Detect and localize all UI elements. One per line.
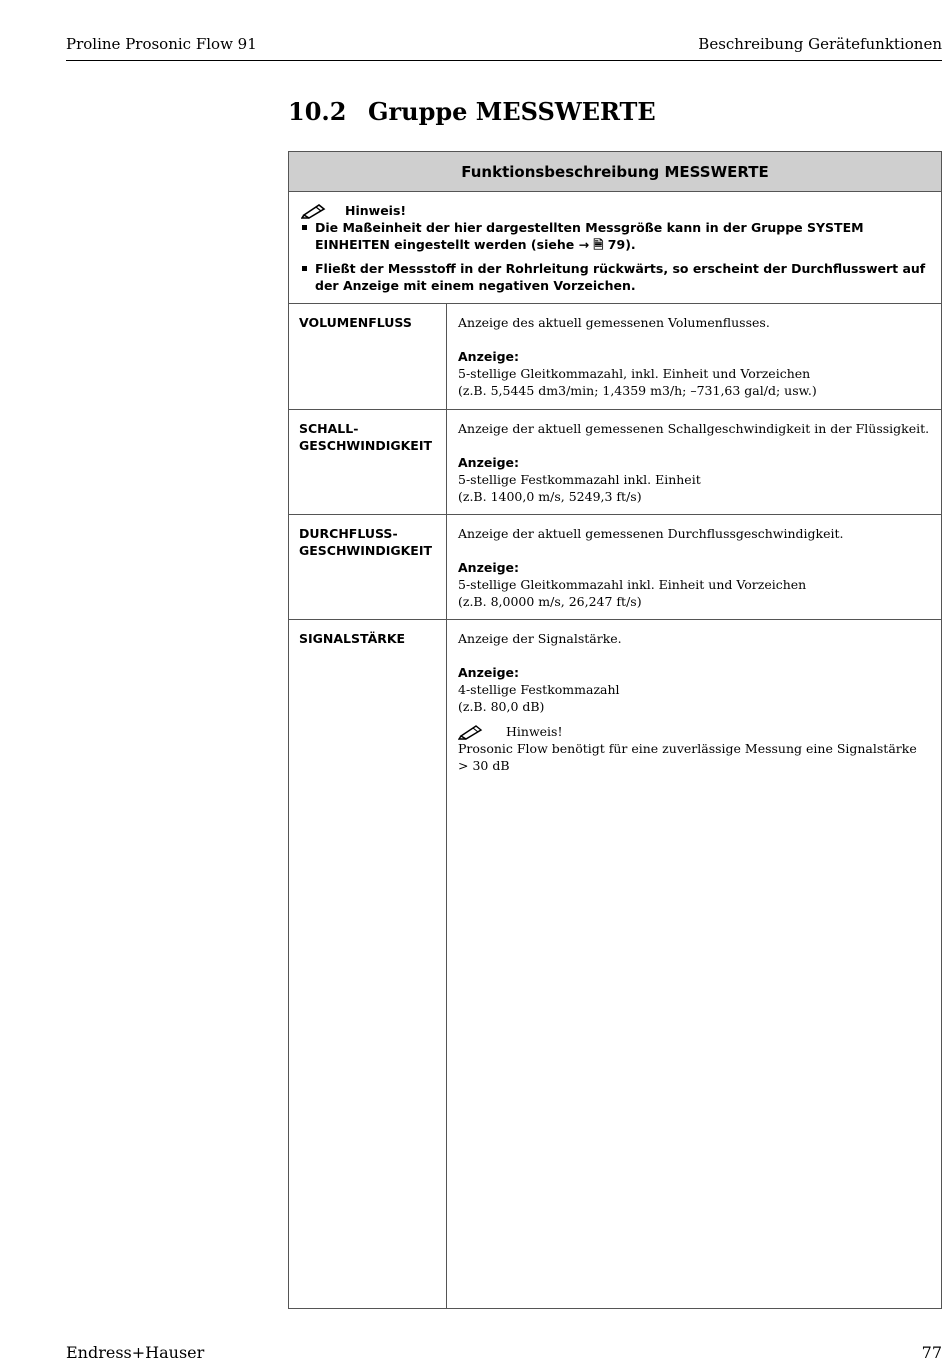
header-chapter-title: Beschreibung Gerätefunktionen xyxy=(698,35,942,53)
display-example: (z.B. 8,0000 m/s, 26,247 ft/s) xyxy=(458,594,642,609)
description-text: Anzeige des aktuell gemessenen Volumenflusses. xyxy=(458,315,770,330)
display-format: 5-stellige Festkommazahl inkl. Einheit xyxy=(458,472,701,487)
display-label: Anzeige: xyxy=(458,455,520,470)
note-label: Hinweis! xyxy=(345,203,407,218)
note-bullets xyxy=(301,219,929,294)
function-name: VOLUMENFLUSS xyxy=(289,304,447,409)
function-table xyxy=(288,151,942,1309)
inline-note-text: Prosonic Flow benötigt für eine zuverlässige Messung eine Signalstärke > 30 dB xyxy=(458,741,917,773)
function-description xyxy=(447,304,941,409)
table-title: Funktionsbeschreibung MESSWERTE xyxy=(289,152,941,192)
display-format: 4-stellige Festkommazahl xyxy=(458,682,620,697)
note-box xyxy=(289,192,941,304)
display-label: Anzeige: xyxy=(458,560,520,575)
header-rule xyxy=(66,60,942,61)
function-description xyxy=(447,515,941,619)
description-text: Anzeige der aktuell gemessenen Schallgeschwindigkeit in der Flüssigkeit. xyxy=(458,421,930,436)
header-product-name: Proline Prosonic Flow 91 xyxy=(66,35,257,53)
display-example: (z.B. 1400,0 m/s, 5249,3 ft/s) xyxy=(458,489,642,504)
page-number: 77 xyxy=(921,1343,942,1362)
function-description xyxy=(447,410,941,514)
function-description xyxy=(447,620,941,1308)
table-row xyxy=(289,515,941,620)
section-heading: Gruppe MESSWERTE xyxy=(368,97,656,126)
display-label: Anzeige: xyxy=(458,349,520,364)
section-number: 10.2 xyxy=(288,97,347,126)
inline-note xyxy=(458,723,931,740)
footer-company: Endress+Hauser xyxy=(66,1343,205,1362)
inline-note-label: Hinweis! xyxy=(506,724,563,739)
function-name: DURCHFLUSS- GESCHWINDIGKEIT xyxy=(289,515,447,619)
function-name: SIGNALSTÄRKE xyxy=(289,620,447,1308)
section-title xyxy=(288,97,656,126)
display-example: (z.B. 5,5445 dm3/min; 1,4359 m3/h; –731,63 gal/d; usw.) xyxy=(458,383,817,398)
description-text: Anzeige der aktuell gemessenen Durchflussgeschwindigkeit. xyxy=(458,526,844,541)
table-row xyxy=(289,410,941,515)
display-format: 5-stellige Gleitkommazahl, inkl. Einheit und Vorzeichen xyxy=(458,366,811,381)
display-example: (z.B. 80,0 dB) xyxy=(458,699,545,714)
description-text: Anzeige der Signalstärke. xyxy=(458,631,622,646)
table-row xyxy=(289,304,941,410)
pencil-note-icon xyxy=(458,724,484,740)
note-bullet: Die Maßeinheit der hier dargestellten Messgröße kann in der Gruppe SYSTEM EINHEITEN eingestellt werden (siehe → 🗎 79). xyxy=(301,219,929,253)
pencil-note-icon xyxy=(301,203,327,219)
display-label: Anzeige: xyxy=(458,665,520,680)
display-format: 5-stellige Gleitkommazahl inkl. Einheit und Vorzeichen xyxy=(458,577,807,592)
note-bullet: Fließt der Messstoff in der Rohrleitung rückwärts, so erscheint der Durchflusswert auf der Anzeige mit einem negativen Vorzeichen. xyxy=(301,260,929,294)
note-header xyxy=(301,202,929,219)
table-row xyxy=(289,620,941,1308)
function-name: SCHALL- GESCHWINDIGKEIT xyxy=(289,410,447,514)
